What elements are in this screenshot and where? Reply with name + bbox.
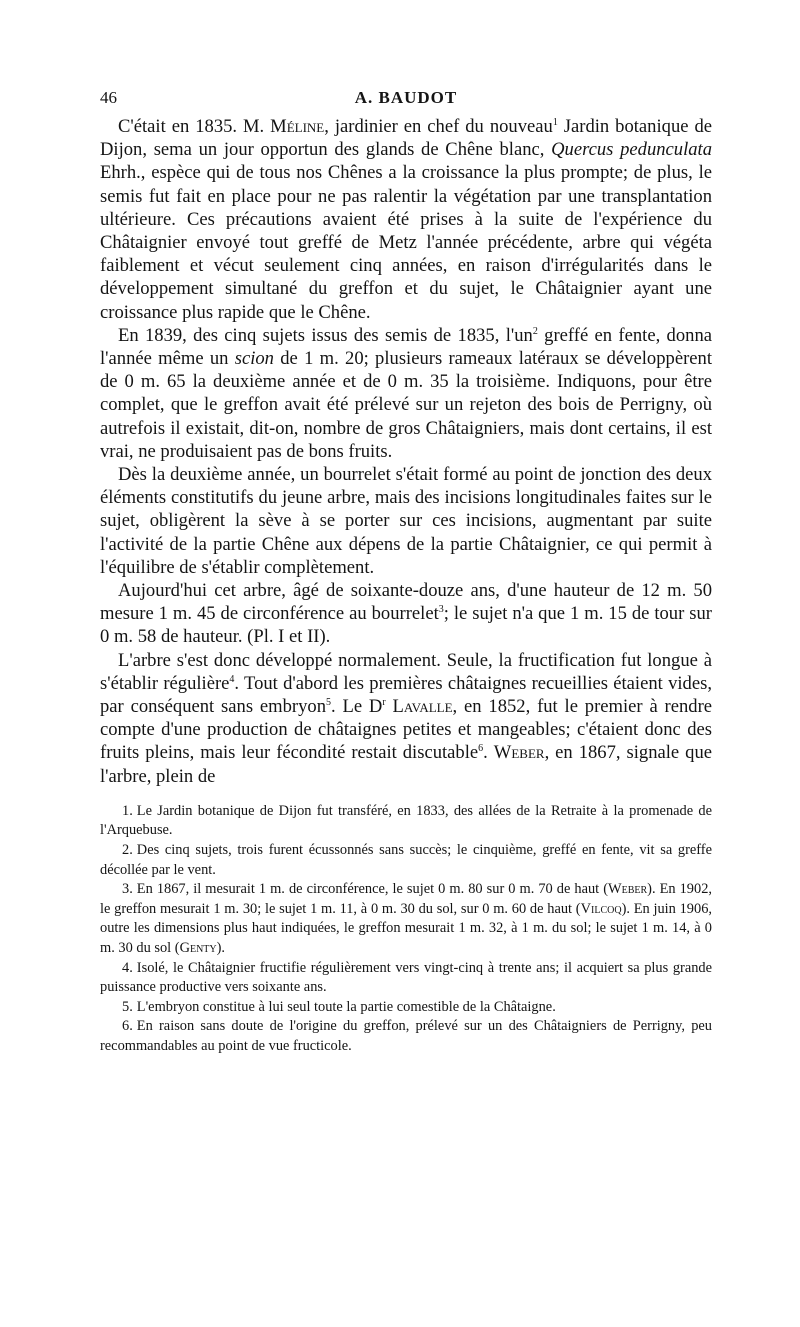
text-run: greffé en fente, donna l'année même un — [100, 324, 712, 370]
footnote-ref: r — [382, 697, 386, 709]
paragraph-2 — [100, 324, 712, 463]
page-number: 46 — [100, 88, 117, 107]
footnote-number: 1. — [122, 802, 133, 819]
footnote-ref: 6 — [478, 743, 484, 755]
footnote-ref: 2 — [532, 325, 538, 337]
text-run: L'embryon constitue à lui seul toute la partie comestible de la Châtaigne. — [136, 998, 556, 1015]
footnote-number: 4. — [122, 959, 133, 976]
footnote-4 — [100, 959, 712, 998]
text-run: En 1867, il mesurait 1 m. de circonférence, le sujet 0 m. 80 sur 0 m. 70 de haut ( — [136, 881, 609, 898]
footnotes — [100, 802, 712, 1057]
text-run: . Le D — [331, 696, 383, 718]
text-run: ). En 1902, le greffon mesurait 1 m. 30; le sujet 1 m. 11, à 0 m. 30 du sol, sur 0 m. 60 de haut ( — [100, 881, 712, 917]
footnote-number: 2. — [122, 842, 133, 859]
footnote-5 — [100, 998, 712, 1018]
author-name: Genty — [179, 940, 217, 957]
author-name: Méline — [270, 116, 325, 137]
text-run: de 1 m. 20; plusieurs rameaux latéraux se développèrent de 0 m. 65 la deuxième année et de 0 m. 35 la troisième. Indiquons, pour être complet, que le greffon avait été prélevé sur un rejeton des bois de Perrigny, où autrefois il existait, dit-on, nombre de gros Châtaigniers, mais dont certains, il est vrai, ne produisaient pas de bons fruits. — [100, 348, 712, 462]
text-run: Des cinq sujets, trois furent écussonnés sans succès; le cinquième, greffé en fente, vit sa greffe décollée par le vent. — [100, 842, 712, 878]
text-run: , en 1852, fut le premier à rendre compte d'une production de châtaignes petites et mangeables; c'étaient donc des fruits pleins, mais leur fécondité restait discutable — [100, 696, 713, 764]
author-name: Vilcoq — [580, 900, 622, 917]
book-page — [100, 88, 712, 1057]
footnote-ref: 4 — [229, 673, 235, 685]
italic-term: scion — [234, 348, 274, 370]
paragraph-3 — [100, 463, 712, 579]
footnote-text — [100, 1018, 712, 1054]
text-run: ). En juin 1906, outre les dimensions plus haut indiquées, le greffon mesurait 1 m. 32, à 1 m. du sol; le sujet 1 m. 14, à 0 m. 30 du sol ( — [100, 900, 712, 957]
text-run: , en 1867, signale que l'arbre, plein de — [100, 742, 712, 787]
paragraph-1 — [100, 115, 712, 324]
footnote-number: 3. — [122, 881, 133, 898]
page-header — [100, 88, 712, 114]
footnote-2 — [100, 841, 712, 880]
footnote-text — [100, 842, 712, 878]
footnote-text — [137, 999, 556, 1015]
italic-term: Quercus pedunculata — [551, 139, 713, 161]
text-run: . Tout d'abord les premières châtaignes recueillies étaient vides, par conséquent sans embryon — [100, 672, 712, 718]
text-run: Dès la deuxième année, un bourrelet s'était formé au point de jonction des deux éléments constitutifs du jeune arbre, mais des incisions longitudinales faites sur le sujet, obligèrent la sève à se porter sur ces incisions, augmentant par suite l'activité de la partie Chêne aux dépens de la partie Châtaignier, ce qui permit à l'équilibre de s'établir complètement. — [100, 464, 712, 578]
body-text — [100, 115, 712, 788]
text-run: ; le sujet n'a que 1 m. 15 de tour sur 0 m. 58 de hauteur. (Pl. I et II). — [100, 603, 712, 648]
footnote-text — [100, 803, 712, 839]
footnote-6 — [100, 1017, 712, 1056]
text-run: . — [483, 742, 494, 764]
footnote-number: 6. — [122, 1018, 133, 1035]
running-head: A. BAUDOT — [354, 88, 458, 107]
text-run: Ehrh., espèce qui de tous nos Chênes a la croissance la plus prompte; de plus, le semis fut fait en place pour ne pas ralentir la végétation par une transplantation ultérieure. Ces précautions avaient été prises à la suite de l'expérience du Châtaignier envoyé tout greffé de Metz l'année précédente, arbre qui végéta faiblement et vécut seulement cinq années, en raison d'irrégularités dans le développement simultané du greffon et du sujet, le Châtaignier ayant une croissance plus rapide que le Chêne. — [100, 162, 712, 323]
text-run: Jardin botanique de Dijon, sema un jour opportun des glands de Chêne blanc, — [100, 116, 713, 161]
text-run: En 1839, des cinq sujets issus des semis de 1835, l'un — [118, 324, 533, 346]
text-run: L'arbre s'est donc développé normalement. Seule, la fructification fut longue à s'établir régulière — [100, 649, 712, 694]
footnote-ref: 1 — [552, 117, 558, 128]
text-run: Aujourd'hui cet arbre, âgé de soixante-douze ans, d'une hauteur de 12 m. 50 mesure 1 m. 45 de circonférence au bourrelet — [100, 580, 712, 625]
text-run — [386, 696, 393, 717]
text-run: ). — [216, 940, 226, 957]
paragraph-5 — [100, 649, 712, 788]
text-run: En raison sans doute de l'origine du greffon, prélevé sur un des Châtaigniers de Perrigny, peu recommandables au point de vue fructicole. — [100, 1018, 712, 1055]
text-run: C'était en 1835. M. — [118, 116, 271, 137]
author-name: Weber — [493, 742, 545, 764]
text-run: Le Jardin botanique de Dijon fut transféré, en 1833, des allées de la Retraite à la promenade de l'Arquebuse. — [100, 802, 712, 839]
footnote-ref: 3 — [438, 604, 444, 616]
footnote-ref: 5 — [326, 697, 331, 709]
footnote-3 — [100, 880, 712, 958]
footnote-number: 5. — [122, 998, 133, 1015]
author-name: Weber — [608, 881, 648, 898]
text-run: Isolé, le Châtaignier fructifie régulièrement vers vingt-cinq à trente ans; il acquiert sa plus grande puissance productive vers soixante ans. — [100, 959, 712, 996]
text-run: , jardinier en chef du nouveau — [324, 116, 553, 137]
footnote-text — [100, 960, 712, 996]
footnote-1 — [100, 802, 712, 841]
footnote-text — [100, 881, 712, 956]
author-name: Lavalle — [392, 696, 453, 718]
paragraph-4 — [100, 579, 712, 649]
